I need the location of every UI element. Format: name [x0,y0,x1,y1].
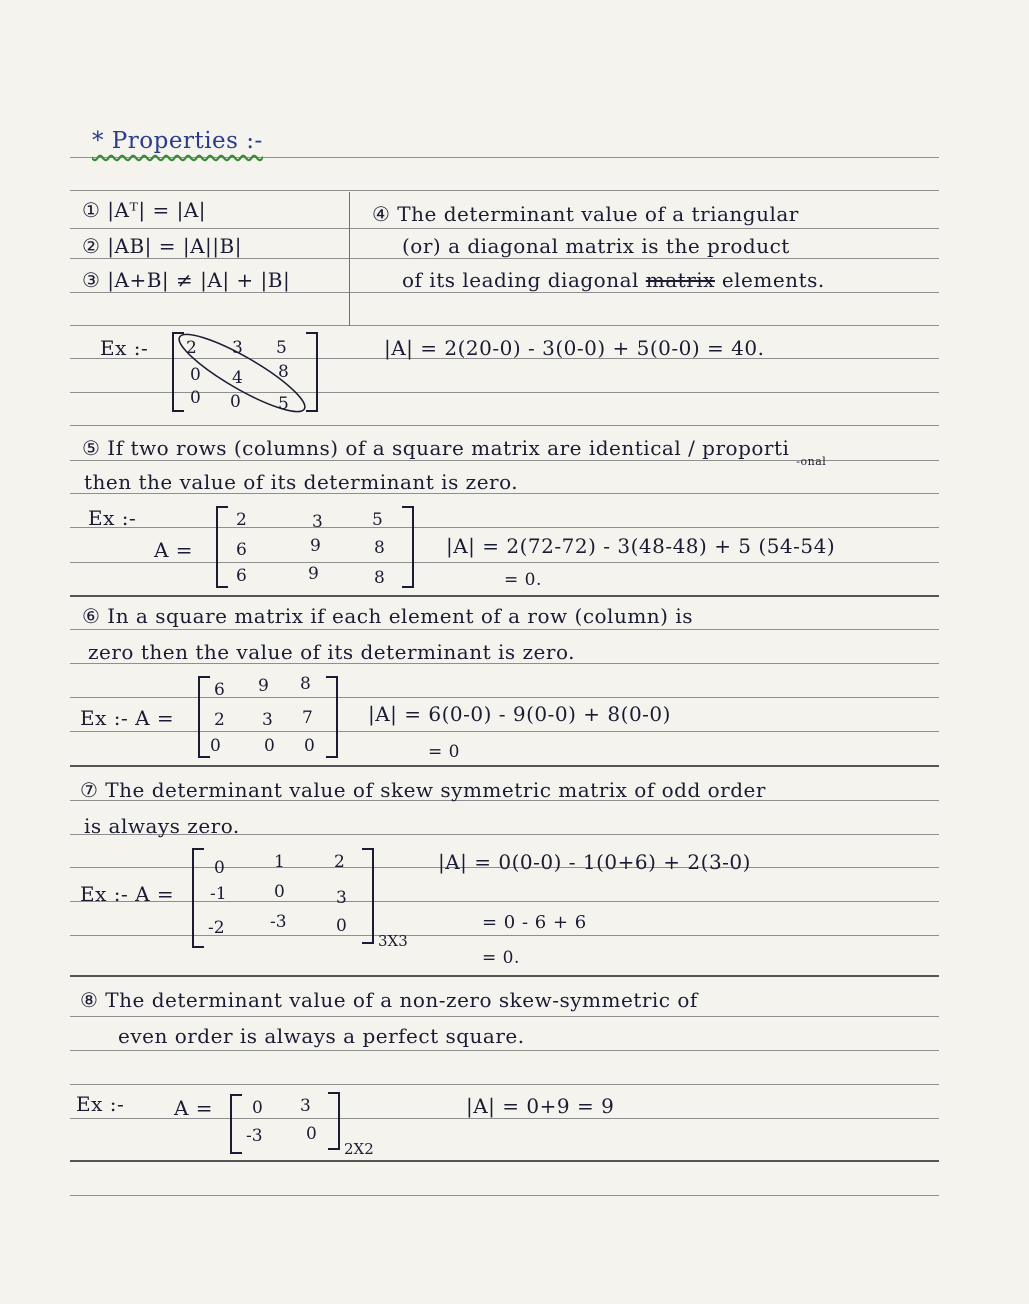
property-8-line-2: even order is always a perfect square. [118,1024,525,1048]
property-4-end: elements. [721,268,825,292]
example-5-result: = 0. [504,570,542,590]
matrix-cell: 5 [278,394,289,414]
matrix-cell: 4 [232,368,243,388]
example-5-label: Ex :- [88,506,137,530]
matrix-order: 3X3 [378,932,408,950]
matrix-cell: 2 [236,510,247,530]
example-6-result: = 0 [428,742,460,762]
matrix-cell: 0 [252,1098,263,1118]
matrix-cell: 3 [312,512,323,532]
matrix-cell: 0 [274,882,285,902]
property-5-suffix: -onal [796,455,827,468]
matrix-cell: 3 [262,710,273,730]
matrix-cell: 0 [190,388,201,408]
property-7-line-1: ⑦ The determinant value of skew symmetric matrix of odd order [80,778,766,802]
example-6-label: Ex :- A = [80,706,175,730]
example-7-step: = 0 - 6 + 6 [482,912,587,933]
property-4-line-3 [402,268,825,292]
matrix-cell: 8 [374,538,385,558]
property-5-line-2: then the value of its determinant is zero. [84,470,519,494]
example-4-label: Ex :- [100,336,149,360]
matrix-cell: 0 [190,365,201,385]
example-5-name: A = [154,538,194,562]
struck-word: matrix [645,268,715,292]
matrix-cell: 9 [310,536,321,556]
matrix-cell: 0 [210,736,221,756]
property-4-line-2: (or) a diagonal matrix is the product [402,234,790,258]
property-4-text: of its leading diagonal [402,268,639,292]
matrix-cell: 8 [300,674,311,694]
property-7-line-2: is always zero. [84,814,240,838]
matrix-cell: 2 [186,338,197,358]
example-5-calculation: |A| = 2(72-72) - 3(48-48) + 5 (54-54) [446,534,836,558]
property-3: ③ |A+B| ≠ |A| + |B| [82,268,291,292]
matrix-cell: 5 [372,510,383,530]
matrix-cell: 0 [264,736,275,756]
matrix-cell: 8 [278,362,289,382]
matrix-cell: 2 [214,710,225,730]
example-4-calculation: |A| = 2(20-0) - 3(0-0) + 5(0-0) = 40. [384,336,765,360]
matrix-cell: 9 [258,676,269,696]
matrix-cell: 8 [374,568,385,588]
property-4-line-1: ④ The determinant value of a triangular [372,202,799,226]
example-8-label: Ex :- [76,1092,125,1116]
property-8-line-1: ⑧ The determinant value of a non-zero skew-symmetric of [80,988,698,1012]
matrix-cell: -2 [208,918,225,938]
matrix-cell: -1 [210,884,227,904]
column-divider [349,192,350,326]
page-title: * Properties :- [92,128,263,154]
matrix-cell: 2 [334,852,345,872]
property-5-line-1 [82,436,827,468]
example-7-label: Ex :- A = [80,882,175,906]
example-7-calculation: |A| = 0(0-0) - 1(0+6) + 2(3-0) [438,850,751,874]
matrix-cell: 3 [300,1096,311,1116]
property-1: ① |Aᵀ| = |A| [82,198,206,222]
matrix-cell: 0 [214,858,225,878]
property-6-line-1: ⑥ In a square matrix if each element of a row (column) is [82,604,693,628]
property-6-line-2: zero then the value of its determinant is zero. [88,640,575,664]
matrix-cell: 6 [236,540,247,560]
matrix-cell: 0 [336,916,347,936]
matrix-cell: 0 [304,736,315,756]
diagonal-ellipse [172,328,312,418]
matrix-cell: 0 [306,1124,317,1144]
matrix-cell: 7 [302,708,313,728]
matrix-cell: 3 [232,338,243,358]
example-8-name: A = [174,1096,214,1120]
matrix-cell: -3 [270,912,287,932]
matrix-cell: 3 [336,888,347,908]
matrix-cell: -3 [246,1126,263,1146]
property-5-text: ⑤ If two rows (columns) of a square matrix are identical / proporti [82,436,790,460]
matrix-cell: 9 [308,564,319,584]
example-8-calculation: |A| = 0+9 = 9 [466,1094,615,1118]
matrix-cell: 0 [230,392,241,412]
matrix-cell: 6 [236,566,247,586]
matrix-order: 2X2 [344,1140,374,1158]
example-6-calculation: |A| = 6(0-0) - 9(0-0) + 8(0-0) [368,702,671,726]
example-7-result: = 0. [482,948,520,968]
matrix-cell: 5 [276,338,287,358]
property-2: ② |AB| = |A||B| [82,234,242,258]
matrix-cell: 6 [214,680,225,700]
matrix-cell: 1 [274,852,285,872]
